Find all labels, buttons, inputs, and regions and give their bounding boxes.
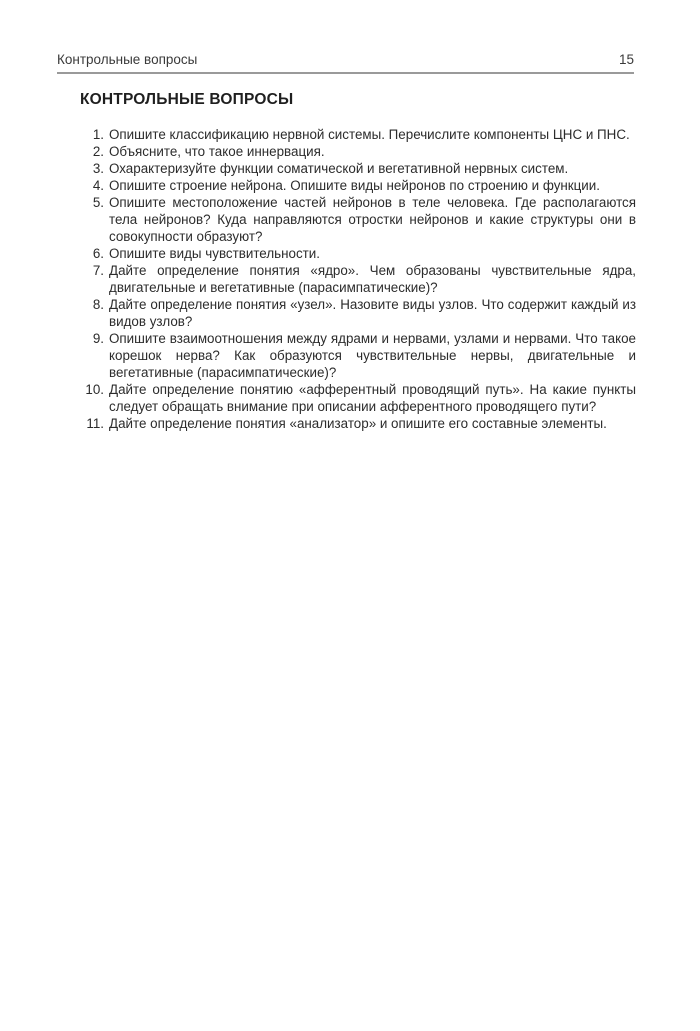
list-item xyxy=(80,381,636,415)
page-number: 15 xyxy=(618,52,634,67)
list-item xyxy=(80,330,636,381)
question-number: 2. xyxy=(92,144,104,159)
list-item xyxy=(80,262,636,296)
running-title: Контрольные вопросы xyxy=(57,52,198,67)
question-list xyxy=(80,126,636,432)
question-number: 1. xyxy=(92,127,104,142)
question-number: 3. xyxy=(92,161,104,176)
question-text: Дайте определение понятия «узел». Назовите виды узлов. Что содержит каждый из видов узлов? xyxy=(109,297,636,329)
question-text: Опишите местоположение частей нейронов в теле человека. Где располагаются тела нейронов? Куда направляются отростки нейронов и какие структуры они в совокупности образуют? xyxy=(109,195,636,244)
question-text: Объясните, что такое иннервация. xyxy=(109,144,325,159)
question-number: 7. xyxy=(92,263,104,278)
question-text: Дайте определение понятия «анализатор» и опишите его составные элементы. xyxy=(109,416,607,431)
question-number: 11. xyxy=(86,416,104,431)
list-item xyxy=(80,415,636,432)
list-item xyxy=(80,245,636,262)
list-item xyxy=(80,296,636,330)
running-header xyxy=(57,50,634,74)
question-number: 5. xyxy=(92,195,104,210)
question-number: 9. xyxy=(92,331,104,346)
question-text: Опишите виды чувствительности. xyxy=(109,246,320,261)
question-text: Охарактеризуйте функции соматической и вегетативной нервных систем. xyxy=(109,161,569,176)
question-text: Дайте определение понятия «ядро». Чем образованы чувствительные ядра, двигательные и вегетативные (парасимпатические)? xyxy=(109,263,636,295)
question-number: 10. xyxy=(85,382,104,397)
list-item xyxy=(80,160,636,177)
list-item xyxy=(80,143,636,160)
question-number: 8. xyxy=(92,297,104,312)
question-number: 6. xyxy=(92,246,104,261)
question-text: Дайте определение понятию «афферентный проводящий путь». На какие пункты следует обращать внимание при описании афферентного проводящего пути? xyxy=(109,382,636,414)
question-text: Опишите взаимоотношения между ядрами и нервами, узлами и нервами. Что такое корешок нерва? Как образуются чувствительные нервы, двигательные и вегетативные (парасимпатические)? xyxy=(109,331,636,380)
list-item xyxy=(80,177,636,194)
question-number: 4. xyxy=(92,178,104,193)
question-text: Опишите строение нейрона. Опишите виды нейронов по строению и функции. xyxy=(109,178,600,193)
list-item xyxy=(80,126,636,143)
question-text: Опишите классификацию нервной системы. Перечислите компоненты ЦНС и ПНС. xyxy=(109,127,630,142)
list-item xyxy=(80,194,636,245)
section-title: КОНТРОЛЬНЫЕ ВОПРОСЫ xyxy=(80,91,294,108)
